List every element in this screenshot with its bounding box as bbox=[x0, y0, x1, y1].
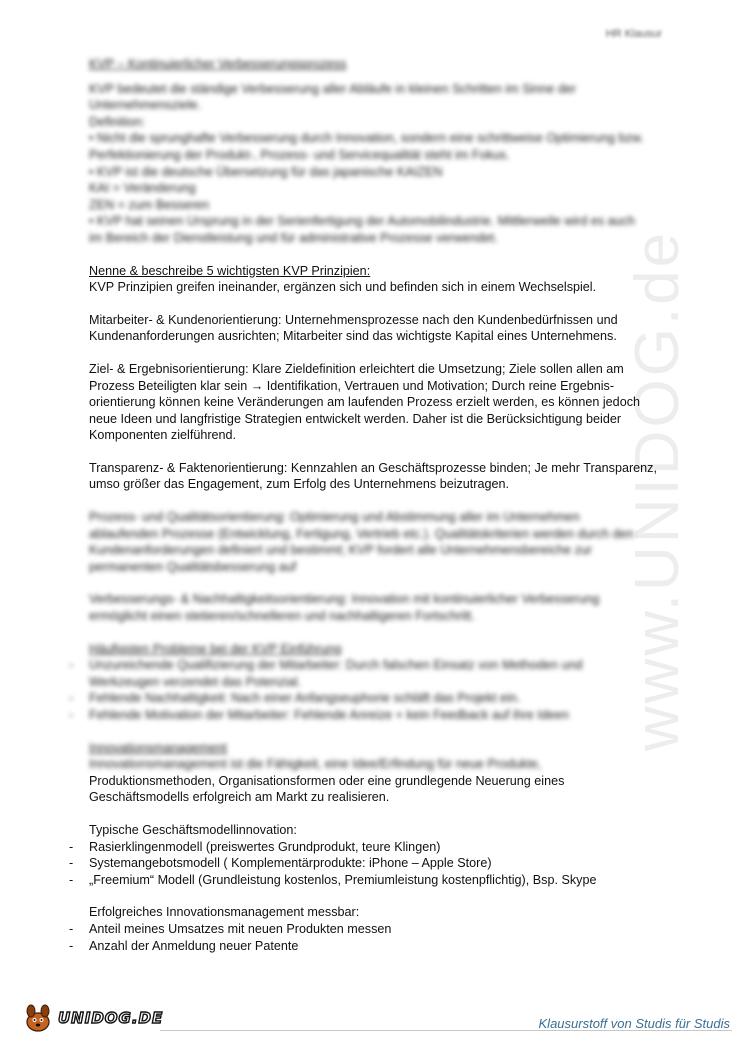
document-body bbox=[89, 56, 659, 954]
text-line: Perfektionierung der Produkt-, Prozess- und Servicequalität steht im Fokus. bbox=[89, 147, 510, 162]
problem-item: - Fehlende Nachhaltigkeit: Nach einer Anfangseuphorie schläft das Projekt ein. bbox=[89, 690, 659, 707]
blurred-intro-section bbox=[89, 56, 659, 247]
text-line: im Bereich der Dienstleistung und für administrative Prozesse verwendet. bbox=[89, 230, 498, 245]
text-line: Innovationsmanagement ist die Fähigkeit, eine Idee/Erfindung für neue Produkte, bbox=[89, 757, 542, 772]
typical-heading: Typische Geschäftsmodellinnovation: bbox=[89, 822, 297, 837]
kvp-heading: KVP – Kontinuierlicher Verbesserungsprozess bbox=[89, 57, 347, 71]
text-line: permanenten Qualitätsbesserung auf bbox=[89, 559, 297, 574]
principle-paragraph bbox=[89, 312, 659, 345]
principles-intro: KVP Prinzipien greifen ineinander, ergänzen sich und befinden sich in einem Wechselspiel. bbox=[89, 280, 597, 295]
text-line: ablaufenden Prozesse (Entwicklung, Fertigung, Vertrieb etc.). Qualitätskriterien werden durch den bbox=[89, 526, 634, 541]
text-line: Kundenanforderungen definiert und bestimmt; KVP fordert alle Unternehmensbereiche zur bbox=[89, 543, 593, 558]
text-line: Produktionsmethoden, Organisationsformen oder eine grundlegende Neuerung eines bbox=[89, 773, 565, 788]
text-line: • KVP ist die deutsche Übersetzung für das japanische KAIZEN bbox=[89, 164, 443, 179]
footer bbox=[0, 990, 750, 1060]
text-line: • KVP hat seinen Ursprung in der Serienfertigung der Automobilindustrie. Mittlerweile wird es auch bbox=[89, 214, 635, 229]
principle-paragraph bbox=[89, 460, 659, 493]
text-line: • Nicht die sprunghafte Verbesserung durch Innovation, sondern eine schrittweise Optimierung bzw. bbox=[89, 131, 644, 146]
dog-icon bbox=[22, 1002, 54, 1034]
blurred-middle-section bbox=[89, 509, 659, 773]
text-line: KAI = Veränderung bbox=[89, 181, 196, 196]
problem-item: - Fehlende Motivation der Mitarbeiter: Fehlende Anreize + kein Feedback auf ihre Ideen bbox=[89, 707, 659, 724]
header-right-label: HR Klausur bbox=[605, 28, 662, 40]
unidog-logo bbox=[22, 1002, 163, 1034]
text-line: Transparenz- & Faktenorientierung: Kennzahlen an Geschäftsprozesse binden; Je mehr Transparenz, bbox=[89, 460, 657, 475]
principle-paragraph bbox=[89, 361, 659, 444]
list-item: - „Freemium“ Modell (Grundleistung kostenlos, Premiumleistung kostenpflichtig), Bsp. Skype bbox=[89, 872, 659, 889]
text-line: neue Ideen und langfristige Strategien entwickelt werden. Daher ist die Berücksichtigung beider bbox=[89, 411, 622, 426]
footer-tagline: Klausurstoff von Studis für Studis bbox=[538, 1016, 730, 1031]
text-line: Werkzeugen verzendet das Potenzial. bbox=[89, 674, 301, 689]
measurable-heading: Erfolgreiches Innovationsmanagement messbar: bbox=[89, 905, 360, 920]
text-line: umso größer das Engagement, zum Erfolg des Unternehmens beizutragen. bbox=[89, 477, 510, 492]
text-line: Unternehmensziele. bbox=[89, 98, 202, 113]
text-line: Verbesserungs- & Nachhaltigkeitsorientierung: Innovation mit kontinuierlicher Verbesserung bbox=[89, 592, 600, 607]
list-item: - Anzahl der Anmeldung neuer Patente bbox=[89, 938, 659, 955]
innovation-section bbox=[89, 773, 659, 954]
principles-heading: Nenne & beschreibe 5 wichtigsten KVP Prinzipien: bbox=[89, 263, 371, 278]
text-line: Kundenanforderungen ausrichten; Mitarbeiter sind das wichtigste Kapital eines Unternehmens. bbox=[89, 329, 617, 344]
text-line: Komponenten zielführend. bbox=[89, 428, 237, 443]
text-line: ZEN = zum Besseren bbox=[89, 197, 210, 212]
text-line: Mitarbeiter- & Kundenorientierung: Unternehmensprozesse nach den Kundenbedürfnissen und bbox=[89, 312, 618, 327]
problem-item: - Unzureichende Qualifizierung der Mitarbeiter: Durch falschen Einsatz von Methoden und bbox=[89, 657, 659, 674]
principles-section bbox=[89, 263, 659, 494]
text-line: orientierung können keine Veränderungen am laufenden Prozess erzielt werden, es können jedoch bbox=[89, 395, 640, 410]
text-line: KVP bedeutet die ständige Verbesserung aller Abläufe in kleinen Schritten im Sinne der bbox=[89, 81, 577, 96]
innovation-heading: Innovationsmanagement bbox=[89, 740, 227, 755]
list-item: - Rasierklingenmodell (preiswertes Grundprodukt, teure Klingen) bbox=[89, 839, 659, 856]
text-line: Prozess Beteiligten klar sein → Identifikation, Vertrauen und Motivation; Durch reine Ergebnis- bbox=[89, 378, 615, 393]
problems-heading: Häufigsten Probleme bei der KVP Einführung bbox=[89, 641, 342, 656]
text-line: Definition: bbox=[89, 114, 146, 129]
text-line: Geschäftsmodells erfolgreich am Markt zu realisieren. bbox=[89, 790, 390, 805]
logo-text: UNIDOG.DE bbox=[58, 1009, 164, 1027]
list-item: - Systemangebotsmodell ( Komplementärprodukte: iPhone – Apple Store) bbox=[89, 855, 659, 872]
list-item: - Anteil meines Umsatzes mit neuen Produkten messen bbox=[89, 921, 659, 938]
text-line: ermöglicht einen stetieren/schnelleren und nachhaltigeren Fortschritt. bbox=[89, 609, 475, 624]
watermark-vertical: www.UNIDOG.de bbox=[622, 229, 692, 752]
text-line: Prozess- und Qualitätsorientierung: Optimierung und Abstimmung aller im Unternehmen bbox=[89, 510, 580, 525]
text-line: Ziel- & Ergebnisorientierung: Klare Zieldefinition erleichtert die Umsetzung; Ziele sollen allen am bbox=[89, 361, 624, 376]
